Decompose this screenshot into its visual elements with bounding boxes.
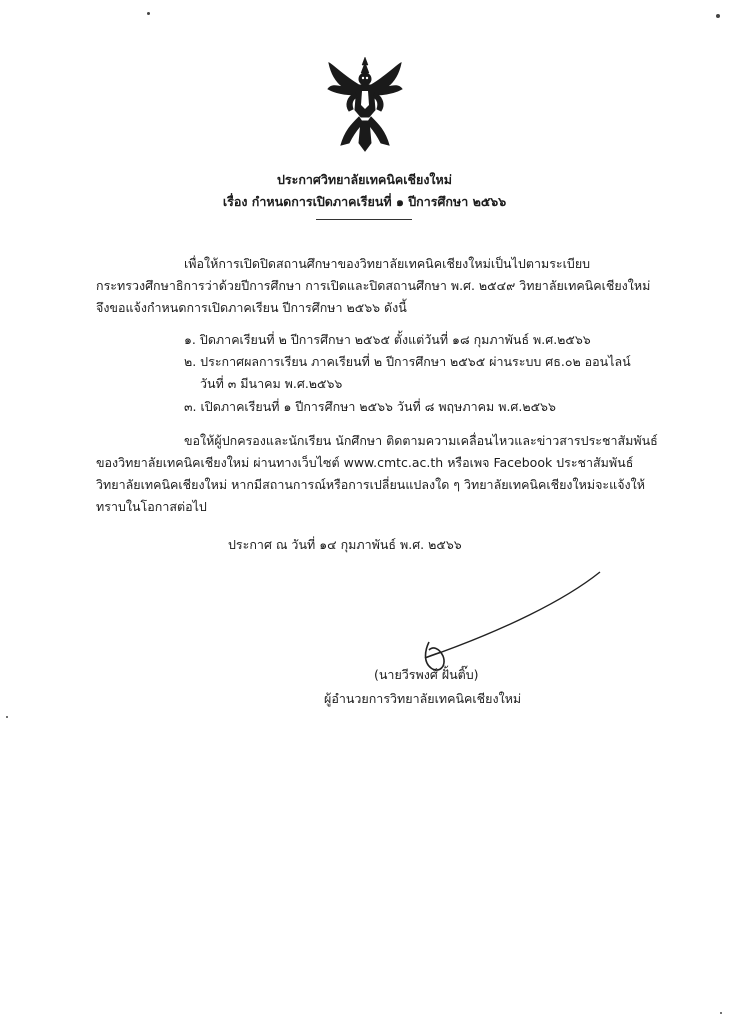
list-item-continuation: วันที่ ๓ มีนาคม พ.ศ.๒๕๖๖ — [200, 376, 343, 391]
announcement-title: ประกาศวิทยาลัยเทคนิคเชียงใหม่ — [276, 172, 453, 187]
scan-speck — [716, 14, 720, 18]
notice-line: ขอให้ผู้ปกครองและนักเรียน นักศึกษา ติดตามความเคลื่อนไหวและข่าวสารประชาสัมพันธ์ — [184, 433, 658, 448]
intro-line: เพื่อให้การเปิดปิดสถานศึกษาของวิทยาลัยเทคนิคเชียงใหม่เป็นไปตามระเบียบ — [184, 256, 591, 271]
announcement-date: ประกาศ ณ วันที่ ๑๔ กุมภาพันธ์ พ.ศ. ๒๕๖๖ — [228, 537, 462, 552]
intro-line: จึงขอแจ้งกำหนดการเปิดภาคเรียน ปีการศึกษา ๒๕๖๖ ดังนี้ — [96, 300, 407, 315]
garuda-emblem-icon — [325, 55, 405, 155]
signatory-name: (นายวีรพงศ์ ฝั้นติ๊บ) — [374, 667, 479, 682]
announcement-subject: เรื่อง กำหนดการเปิดภาคเรียนที่ ๑ ปีการศึกษา ๒๕๖๖ — [222, 194, 507, 209]
scan-speck — [6, 716, 8, 718]
notice-line: ทราบในโอกาสต่อไป — [96, 499, 207, 514]
signatory-position: ผู้อำนวยการวิทยาลัยเทคนิคเชียงใหม่ — [324, 691, 522, 706]
title-divider — [316, 219, 412, 220]
intro-line: กระทรวงศึกษาธิการว่าด้วยปีการศึกษา การเปิดและปิดสถานศึกษา พ.ศ. ๒๕๔๙ วิทยาลัยเทคนิคเชียงใหม่ — [96, 278, 651, 293]
notice-line: วิทยาลัยเทคนิคเชียงใหม่ หากมีสถานการณ์หรือการเปลี่ยนแปลงใด ๆ วิทยาลัยเทคนิคเชียงใหม่จะแจ้งให้ — [96, 477, 645, 492]
list-item: ๒. ประกาศผลการเรียน ภาคเรียนที่ ๒ ปีการศึกษา ๒๕๖๕ ผ่านระบบ ศธ.๐๒ ออนไลน์ — [184, 354, 631, 369]
notice-line: ของวิทยาลัยเทคนิคเชียงใหม่ ผ่านทางเว็บไซต์ www.cmtc.ac.th หรือเพจ Facebook ประชาสัมพันธ์ — [96, 455, 634, 470]
list-item: ๑. ปิดภาคเรียนที่ ๒ ปีการศึกษา ๒๕๖๕ ตั้งแต่วันที่ ๑๘ กุมภาพันธ์ พ.ศ.๒๕๖๖ — [184, 332, 591, 347]
list-item: ๓. เปิดภาคเรียนที่ ๑ ปีการศึกษา ๒๕๖๖ วันที่ ๘ พฤษภาคม พ.ศ.๒๕๖๖ — [184, 399, 556, 414]
handwritten-signature — [395, 570, 635, 680]
scan-speck — [720, 1012, 722, 1014]
scan-speck — [147, 12, 150, 15]
